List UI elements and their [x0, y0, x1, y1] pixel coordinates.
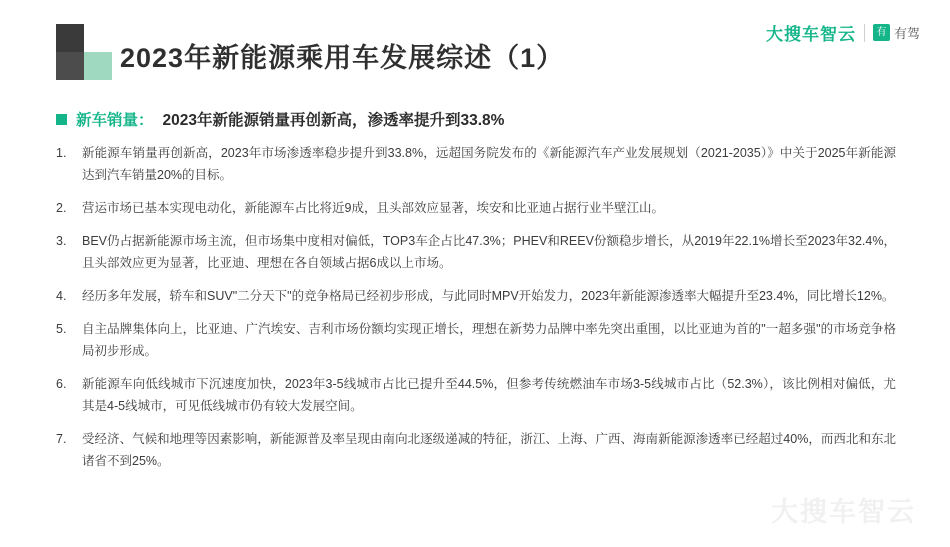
list-item-number: 4.	[56, 289, 67, 303]
section-subtitle: 2023年新能源销量再创新高，渗透率提升到33.8%	[162, 112, 505, 129]
list-item-number: 3.	[56, 234, 67, 248]
list-item-number: 1.	[56, 146, 67, 160]
brand-sub-logo	[873, 23, 920, 42]
list-item-number: 7.	[56, 432, 67, 446]
list-item-number: 2.	[56, 201, 67, 215]
list-item-number: 5.	[56, 322, 67, 336]
list-item-number: 6.	[56, 377, 67, 391]
logo-block-dark-bottom	[56, 52, 84, 80]
list-item	[56, 197, 896, 219]
brand-divider	[864, 24, 865, 42]
list-item-text: BEV仍占据新能源市场主流，但市场集中度相对偏低，TOP3车企占比47.3%；PHEV和REEV份额稳步增长，从2019年22.1%增长至2023年32.4%，且头部效应更为显著，比亚迪、理想在各自领域占据6成以上市场。	[82, 234, 896, 270]
list-item-text: 新能源车向低线城市下沉速度加快，2023年3-5线城市占比已提升至44.5%，但参考传统燃油车市场3-5线城市占比（52.3%），该比例相对偏低，尤其是4-5线城市，可见低线城市仍有较大发展空间。	[82, 377, 896, 413]
list-item	[56, 142, 896, 186]
section-label: 新车销量：	[76, 112, 154, 129]
logo-mark	[56, 24, 112, 80]
page-title: 2023年新能源乘用车发展综述（1）	[120, 43, 565, 73]
list-item	[56, 373, 896, 417]
list-item	[56, 318, 896, 362]
logo-block-empty-top	[84, 24, 112, 52]
brand-logo	[766, 20, 920, 45]
watermark: 大搜车智云	[771, 497, 916, 527]
list-item-text: 自主品牌集体向上，比亚迪、广汽埃安、吉利市场份额均实现正增长，理想在新势力品牌中率先突出重围，以比亚迪为首的"一超多强"的市场竞争格局初步形成。	[82, 322, 896, 358]
brand-sub-name: 有驾	[893, 26, 920, 41]
points-list	[56, 142, 896, 483]
logo-block-green-bottom	[84, 52, 112, 80]
section-heading	[56, 108, 504, 130]
list-item	[56, 285, 896, 307]
brand-name: 大搜车智云	[765, 25, 856, 44]
list-item	[56, 230, 896, 274]
list-item	[56, 428, 896, 472]
brand-badge-icon: 有	[873, 24, 890, 41]
list-item-text: 经历多年发展，轿车和SUV"二分天下"的竞争格局已经初步形成，与此同时MPV开始发力，2023年新能源渗透率大幅提升至23.4%，同比增长12%。	[82, 289, 895, 303]
list-item-text: 新能源车销量再创新高，2023年市场渗透率稳步提升到33.8%，远超国务院发布的《新能源汽车产业发展规划（2021-2035）》中关于2025年新能源达到汽车销量20%的目标。	[82, 146, 896, 182]
square-bullet-icon	[56, 114, 67, 125]
slide-header	[0, 0, 950, 96]
logo-block-dark-top	[56, 24, 84, 52]
list-item-text: 受经济、气候和地理等因素影响，新能源普及率呈现由南向北逐级递减的特征，浙江、上海、广西、海南新能源渗透率已经超过40%，而西北和东北诸省不到25%。	[82, 432, 896, 468]
list-item-text: 营运市场已基本实现电动化，新能源车占比将近9成，且头部效应显著，埃安和比亚迪占据行业半壁江山。	[82, 201, 664, 215]
